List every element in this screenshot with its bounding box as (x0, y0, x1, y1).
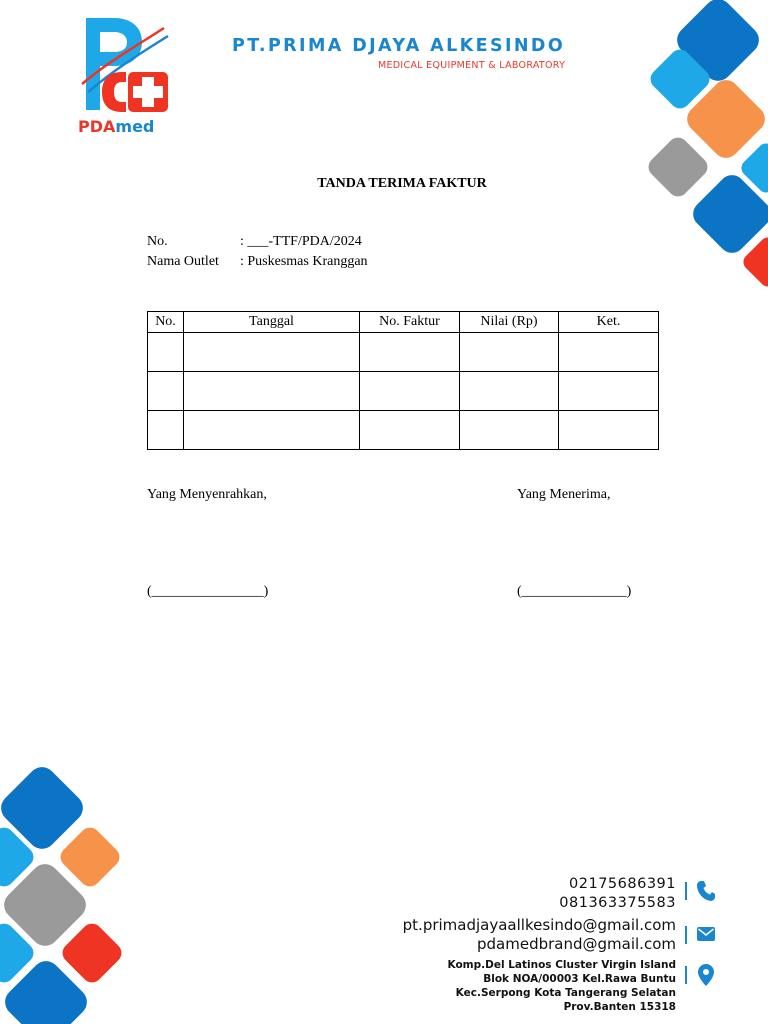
invoice-number-line (147, 234, 362, 250)
logo-wordmark (78, 117, 154, 136)
mail-icon (697, 927, 715, 941)
top-right-tiles (644, 0, 768, 290)
table-cell (360, 372, 460, 411)
table-cell (148, 372, 184, 411)
outlet-value: : Puskesmas Kranggan (240, 254, 368, 269)
table-header-row (148, 312, 659, 333)
phone-number-2: 081363375583 (559, 895, 676, 911)
location-icon (698, 964, 714, 986)
table-cell (460, 333, 559, 372)
table-cell (360, 411, 460, 450)
table-cell (184, 411, 360, 450)
table-cell (559, 333, 659, 372)
column-header-ket: Ket. (559, 312, 659, 333)
address-line: Prov.Banten 15318 (563, 1001, 676, 1013)
contact-address (448, 958, 677, 1014)
address-line: Komp.Del Latinos Cluster Virgin Island (447, 959, 676, 971)
sender-signature-line: (________________) (147, 584, 269, 599)
table-row (148, 411, 659, 450)
table-cell (184, 333, 360, 372)
logo-text-med: med (115, 117, 155, 136)
phone-number-1: 02175686391 (569, 876, 676, 892)
company-tagline: MEDICAL EQUIPMENT & LABORATORY (378, 60, 566, 71)
receiver-signature-line: (_______________) (517, 584, 632, 599)
column-header-no: No. (148, 312, 184, 333)
address-line: Kec.Serpong Kota Tangerang Selatan (455, 987, 676, 999)
invoice-number-value: : ___-TTF/PDA/2024 (240, 234, 362, 249)
table-cell (360, 333, 460, 372)
column-header-nilai: Nilai (Rp) (460, 312, 559, 333)
table-cell (148, 333, 184, 372)
logo-text-pda: PDA (78, 117, 116, 136)
bottom-left-tiles (0, 761, 126, 1024)
address-line: Blok NOA/00003 Kel.Rawa Buntu (483, 973, 676, 985)
sender-signature-label: Yang Menyenrahkan, (147, 487, 267, 502)
contact-separator (685, 926, 687, 944)
table-cell (559, 411, 659, 450)
receiver-signature-label: Yang Menerima, (517, 487, 611, 502)
company-name: PT.PRIMA DJAYA ALKESINDO (232, 36, 566, 56)
table-cell (460, 411, 559, 450)
table-row (148, 333, 659, 372)
pdamed-logo (78, 14, 174, 116)
email-2: pdamedbrand@gmail.com (477, 935, 676, 953)
table-row (148, 372, 659, 411)
outlet-label: Nama Outlet (147, 254, 219, 269)
phone-icon (696, 880, 716, 902)
contact-emails (403, 916, 676, 954)
email-1: pt.primadjayaallkesindo@gmail.com (402, 916, 676, 934)
contact-phones (559, 875, 676, 913)
table-cell (148, 411, 184, 450)
contact-separator (685, 882, 687, 900)
invoice-number-label: No. (147, 234, 168, 249)
table-cell (559, 372, 659, 411)
invoice-table (147, 311, 659, 450)
column-header-no-faktur: No. Faktur (360, 312, 460, 333)
table-cell (184, 372, 360, 411)
contact-separator (685, 966, 687, 984)
document-title: TANDA TERIMA FAKTUR (317, 176, 487, 191)
outlet-line (147, 254, 368, 270)
table-cell (460, 372, 559, 411)
column-header-tanggal: Tanggal (184, 312, 360, 333)
